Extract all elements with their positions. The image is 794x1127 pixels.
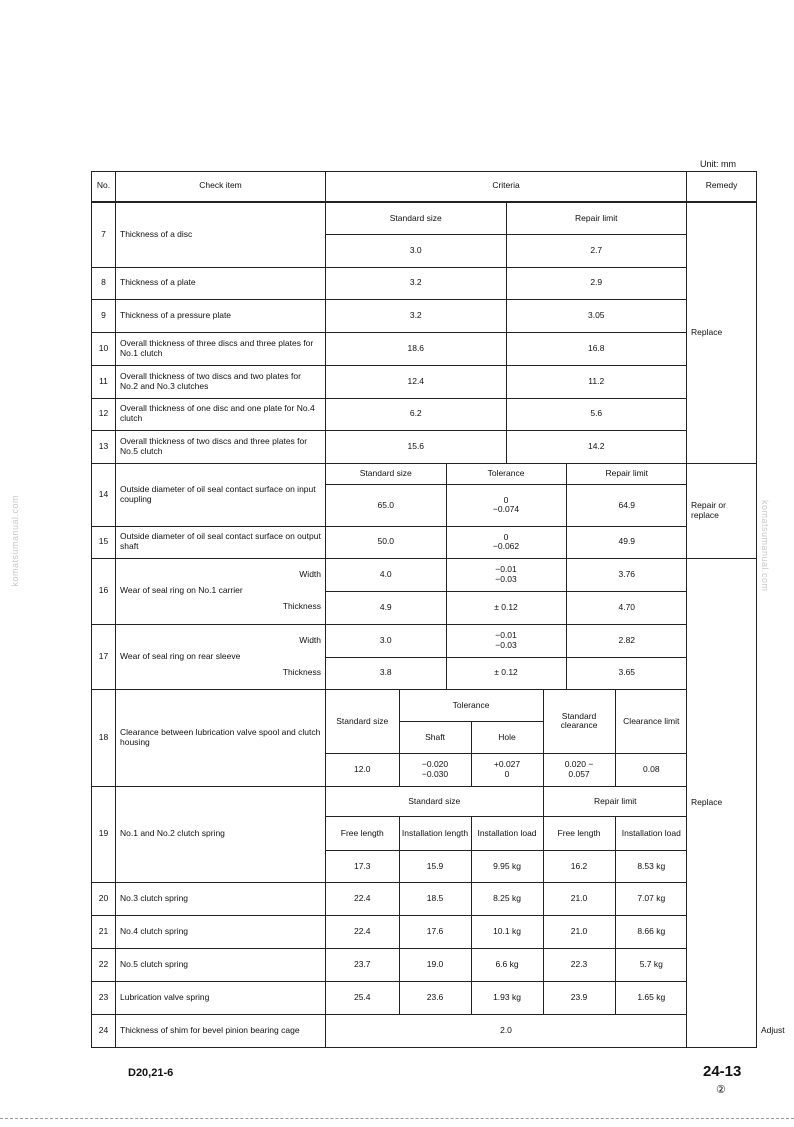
check-item: Thickness of shim for bevel pinion bearing cage — [116, 1014, 326, 1047]
limit-value: 2.7 — [506, 235, 686, 267]
installation-length: 15.9 — [399, 851, 471, 882]
row-no: 16 — [92, 558, 116, 624]
header-criteria: Criteria — [326, 172, 687, 202]
bottom-divider — [0, 1118, 794, 1119]
label-free-length: Free length — [326, 817, 399, 851]
table-row — [92, 463, 757, 526]
limit-value: 5.6 — [506, 399, 686, 430]
std-value: 65.0 — [326, 485, 446, 526]
std-clearance-value: 0.020 − 0.057 — [543, 754, 615, 786]
limit-free-length: 23.9 — [543, 982, 615, 1014]
limit-value: 11.2 — [506, 366, 686, 398]
installation-length: 23.6 — [399, 982, 471, 1014]
clearance-limit-value: 0.08 — [615, 754, 687, 786]
label-width: Width — [268, 558, 326, 591]
limit-installation-load: 7.07 kg — [615, 883, 687, 915]
limit-free-length: 22.3 — [543, 949, 615, 981]
row-no: 23 — [92, 981, 116, 1014]
label-repair-limit: Repair limit — [543, 787, 687, 817]
std-value: 18.6 — [326, 333, 506, 365]
check-item: Thickness of a plate — [116, 267, 326, 299]
table-row — [92, 202, 757, 268]
header-no: No. — [92, 172, 116, 202]
row-no: 17 — [92, 624, 116, 689]
limit-installation-load: 5.7 kg — [615, 949, 687, 981]
tol-value: ± 0.12 — [446, 658, 566, 689]
table-row — [92, 299, 757, 332]
row-no: 22 — [92, 948, 116, 981]
limit-value: 64.9 — [566, 485, 687, 526]
label-thickness: Thickness — [268, 657, 326, 689]
label-free-length: Free length — [543, 817, 615, 851]
limit-value: 4.70 — [566, 592, 687, 624]
table-row — [92, 526, 757, 558]
limit-value: 3.65 — [566, 658, 687, 689]
limit-value: 3.76 — [566, 559, 687, 591]
label-standard-size: Standard size — [326, 464, 446, 485]
check-item: Wear of seal ring on rear sleeve — [116, 624, 268, 689]
label-tolerance: Tolerance — [399, 690, 543, 722]
label-installation-load: Installation load — [471, 817, 543, 851]
tol-value: −0.01 −0.03 — [446, 625, 566, 657]
row-no: 15 — [92, 526, 116, 558]
row-no: 10 — [92, 332, 116, 365]
free-length: 23.7 — [326, 949, 399, 981]
installation-load: 10.1 kg — [471, 916, 543, 948]
free-length: 17.3 — [326, 851, 399, 882]
table-row — [92, 981, 757, 1014]
limit-value: 14.2 — [506, 431, 686, 463]
limit-free-length: 21.0 — [543, 916, 615, 948]
row-no: 7 — [92, 202, 116, 268]
free-length: 22.4 — [326, 883, 399, 915]
remedy-replace: Replace — [687, 202, 757, 464]
label-shaft: Shaft — [399, 722, 471, 754]
limit-value: 49.9 — [566, 527, 687, 558]
check-item: No.1 and No.2 clutch spring — [116, 786, 326, 882]
remedy-repair-or-replace: Repair or replace — [687, 463, 757, 558]
criteria-value: 2.0 — [326, 1014, 687, 1047]
installation-load: 1.93 kg — [471, 982, 543, 1014]
label-standard-size: Standard size — [326, 203, 506, 235]
table-row — [92, 624, 757, 657]
label-repair-limit: Repair limit — [566, 464, 687, 485]
check-item: Outside diameter of oil seal contact surface on output shaft — [116, 526, 326, 558]
check-item: Clearance between lubrication valve spool and clutch housing — [116, 689, 326, 786]
row-no: 8 — [92, 267, 116, 299]
installation-load: 8.25 kg — [471, 883, 543, 915]
label-installation-load: Installation load — [615, 817, 687, 851]
limit-value: 2.9 — [506, 268, 686, 299]
installation-length: 19.0 — [399, 949, 471, 981]
free-length: 25.4 — [326, 982, 399, 1014]
limit-value: 16.8 — [506, 333, 686, 365]
limit-free-length: 16.2 — [543, 851, 615, 882]
check-item: Outside diameter of oil seal contact surface on input coupling — [116, 463, 326, 526]
table-row — [92, 365, 757, 398]
std-value: 4.0 — [326, 559, 446, 591]
label-clearance-limit: Clearance limit — [615, 690, 687, 754]
table-row — [92, 915, 757, 948]
table-row — [92, 689, 757, 786]
tol-value: −0.01 −0.03 — [446, 559, 566, 591]
label-width: Width — [268, 624, 326, 657]
row-no: 13 — [92, 430, 116, 463]
shaft-value: −0.020 −0.030 — [399, 754, 471, 786]
free-length: 22.4 — [326, 916, 399, 948]
table-row — [92, 882, 757, 915]
check-item: No.3 clutch spring — [116, 882, 326, 915]
check-item: No.4 clutch spring — [116, 915, 326, 948]
limit-installation-load: 1.65 kg — [615, 982, 687, 1014]
check-item: Wear of seal ring on No.1 carrier — [116, 558, 268, 624]
check-item: Overall thickness of two discs and two plates for No.2 and No.3 clutches — [116, 365, 326, 398]
row-no: 24 — [92, 1014, 116, 1047]
row-no: 19 — [92, 786, 116, 882]
std-value: 3.8 — [326, 658, 446, 689]
watermark-left: komatsumanual.com — [10, 495, 20, 587]
unit-label: Unit: mm — [700, 159, 736, 169]
installation-load: 9.95 kg — [471, 851, 543, 882]
check-item: Overall thickness of one disc and one plate for No.4 clutch — [116, 398, 326, 430]
page-number: 24-13 — [703, 1063, 742, 1080]
remedy-replace-2: Replace — [687, 558, 757, 1047]
header-remedy: Remedy — [687, 172, 757, 202]
label-hole: Hole — [471, 722, 543, 754]
std-value: 3.0 — [326, 625, 446, 657]
std-value: 3.2 — [326, 300, 506, 332]
table-row — [92, 430, 757, 463]
hole-value: +0.027 0 — [471, 754, 543, 786]
row-no: 9 — [92, 299, 116, 332]
label-standard-size: Standard size — [326, 787, 543, 817]
label-repair-limit: Repair limit — [506, 203, 686, 235]
label-standard-size: Standard size — [326, 690, 399, 754]
row-no: 18 — [92, 689, 116, 786]
installation-length: 17.6 — [399, 916, 471, 948]
installation-length: 18.5 — [399, 883, 471, 915]
check-item: Thickness of a pressure plate — [116, 299, 326, 332]
std-value: 50.0 — [326, 527, 446, 558]
check-item: Overall thickness of three discs and three plates for No.1 clutch — [116, 332, 326, 365]
row-no: 21 — [92, 915, 116, 948]
std-value: 3.0 — [326, 235, 506, 267]
table-row — [92, 267, 757, 299]
limit-value: 2.82 — [566, 625, 687, 657]
revision-mark: ② — [716, 1084, 726, 1096]
tol-value: ± 0.12 — [446, 592, 566, 624]
limit-installation-load: 8.66 kg — [615, 916, 687, 948]
label-tolerance: Tolerance — [446, 464, 566, 485]
std-value: 4.9 — [326, 592, 446, 624]
std-value: 6.2 — [326, 399, 506, 430]
limit-value: 3.05 — [506, 300, 686, 332]
watermark-right: komatsumanual.com — [760, 500, 770, 592]
table-row — [92, 398, 757, 430]
check-item: Overall thickness of two discs and three plates for No.5 clutch — [116, 430, 326, 463]
limit-installation-load: 8.53 kg — [615, 851, 687, 882]
row-no: 11 — [92, 365, 116, 398]
criteria-cell — [326, 202, 687, 268]
table-row: 24 Thickness of shim for bevel pinion bearing cage 2.0 Adjust — [92, 1014, 757, 1047]
std-value: 12.0 — [326, 754, 399, 786]
row-no: 12 — [92, 398, 116, 430]
check-item: No.5 clutch spring — [116, 948, 326, 981]
row-no: 20 — [92, 882, 116, 915]
tol-value: 0 −0.074 — [446, 485, 566, 526]
table-row — [92, 786, 757, 882]
installation-load: 6.6 kg — [471, 949, 543, 981]
table-row — [92, 558, 757, 591]
std-value: 3.2 — [326, 268, 506, 299]
header-check-item: Check item — [116, 172, 326, 202]
label-standard-clearance: Standard clearance — [543, 690, 615, 754]
table-row — [92, 332, 757, 365]
row-no: 14 — [92, 463, 116, 526]
label-thickness: Thickness — [268, 591, 326, 624]
check-item: Lubrication valve spring — [116, 981, 326, 1014]
label-installation-length: Installation length — [399, 817, 471, 851]
std-value: 15.6 — [326, 431, 506, 463]
std-value: 12.4 — [326, 366, 506, 398]
table-row — [92, 948, 757, 981]
model-number: D20,21-6 — [128, 1067, 174, 1079]
tol-value: 0 −0.062 — [446, 527, 566, 558]
check-item: Thickness of a disc — [116, 202, 326, 268]
limit-free-length: 21.0 — [543, 883, 615, 915]
